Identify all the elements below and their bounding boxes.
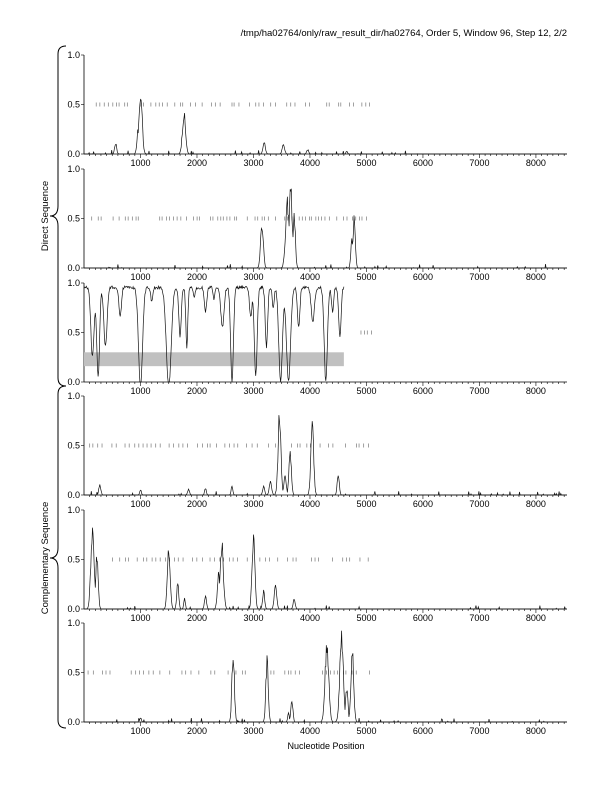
direct-brace (50, 46, 66, 386)
y-tick-label: 1.0 (67, 618, 80, 628)
complementary-sequence-group (40, 386, 66, 728)
x-tick-label: 5000 (356, 613, 377, 623)
y-tick-label: 1.0 (67, 391, 80, 401)
x-tick-label: 8000 (525, 158, 546, 168)
panel-3 (67, 278, 567, 396)
x-tick-label: 5000 (356, 499, 377, 509)
y-tick-label: 1.0 (67, 278, 80, 288)
x-tick-label: 2000 (186, 158, 207, 168)
y-tick-label: 1.0 (67, 164, 80, 174)
x-tick-label: 2000 (186, 499, 207, 509)
header-title: /tmp/ha02764/only/raw_result_dir/ha02764, Order 5, Window 96, Step 12, 2/2 (240, 28, 567, 39)
x-tick-label: 2000 (186, 386, 207, 396)
data-line (84, 528, 567, 609)
y-tick-label: 0.5 (67, 327, 80, 338)
y-tick-label: 0.0 (67, 263, 80, 273)
x-tick-label: 2000 (186, 613, 207, 623)
shaded-band (84, 352, 344, 366)
complementary-sequence-label: Complementary Sequence (40, 501, 51, 615)
x-tick-label: 7000 (469, 272, 490, 282)
x-tick-label: 6000 (412, 158, 433, 168)
x-tick-label: 4000 (299, 726, 320, 736)
x-tick-label: 8000 (525, 499, 546, 509)
panel-2 (67, 164, 567, 282)
x-tick-label: 6000 (412, 726, 433, 736)
x-tick-label: 6000 (412, 613, 433, 623)
x-tick-label: 3000 (243, 158, 264, 168)
direct-sequence-label: Direct Sequence (40, 180, 51, 252)
panel-5 (67, 505, 567, 623)
data-line (84, 189, 567, 268)
y-tick-label: 0.5 (67, 554, 80, 565)
y-tick-label: 0.0 (67, 604, 80, 614)
x-tick-label: 1000 (130, 499, 151, 509)
x-tick-label: 3000 (243, 613, 264, 623)
x-tick-label: 3000 (243, 726, 264, 736)
x-axis-label: Nucleotide Position (287, 741, 365, 751)
x-tick-label: 7000 (469, 158, 490, 168)
x-tick-label: 3000 (243, 499, 264, 509)
y-tick-label: 0.5 (67, 667, 80, 678)
x-tick-label: 7000 (469, 726, 490, 736)
panels (67, 50, 567, 736)
x-tick-label: 7000 (469, 386, 490, 396)
x-tick-label: 4000 (299, 158, 320, 168)
x-tick-label: 3000 (243, 386, 264, 396)
x-tick-label: 1000 (130, 272, 151, 282)
x-tick-label: 5000 (356, 158, 377, 168)
x-tick-label: 2000 (186, 726, 207, 736)
x-tick-label: 4000 (299, 386, 320, 396)
x-tick-label: 6000 (412, 272, 433, 282)
x-tick-label: 8000 (525, 272, 546, 282)
y-tick-label: 1.0 (67, 505, 80, 515)
y-tick-label: 0.5 (67, 440, 80, 451)
x-tick-label: 6000 (412, 499, 433, 509)
x-tick-label: 4000 (299, 272, 320, 282)
data-line (84, 99, 567, 154)
x-tick-label: 2000 (186, 272, 207, 282)
x-tick-label: 1000 (130, 726, 151, 736)
x-tick-label: 1000 (130, 158, 151, 168)
complementary-brace (50, 386, 66, 728)
y-tick-label: 0.5 (67, 99, 80, 110)
panel-6 (67, 618, 567, 736)
data-line (84, 631, 567, 722)
x-tick-label: 4000 (299, 613, 320, 623)
y-tick-label: 0.0 (67, 717, 80, 727)
x-tick-label: 8000 (525, 386, 546, 396)
x-tick-label: 5000 (356, 726, 377, 736)
x-tick-label: 3000 (243, 272, 264, 282)
x-tick-label: 5000 (356, 272, 377, 282)
x-tick-label: 7000 (469, 613, 490, 623)
x-tick-label: 8000 (525, 613, 546, 623)
x-tick-label: 7000 (469, 499, 490, 509)
x-tick-label: 6000 (412, 386, 433, 396)
x-tick-label: 1000 (130, 613, 151, 623)
direct-sequence-group (40, 46, 66, 386)
x-tick-label: 8000 (525, 726, 546, 736)
data-line (84, 415, 567, 495)
panel-1 (67, 50, 567, 168)
data-line (84, 286, 344, 382)
x-tick-label: 1000 (130, 386, 151, 396)
panel-4 (67, 391, 567, 509)
y-tick-label: 0.5 (67, 213, 80, 224)
y-tick-label: 0.0 (67, 149, 80, 159)
x-tick-label: 4000 (299, 499, 320, 509)
y-tick-label: 0.0 (67, 377, 80, 387)
y-tick-label: 0.0 (67, 490, 80, 500)
y-tick-label: 1.0 (67, 50, 80, 60)
x-tick-label: 5000 (356, 386, 377, 396)
